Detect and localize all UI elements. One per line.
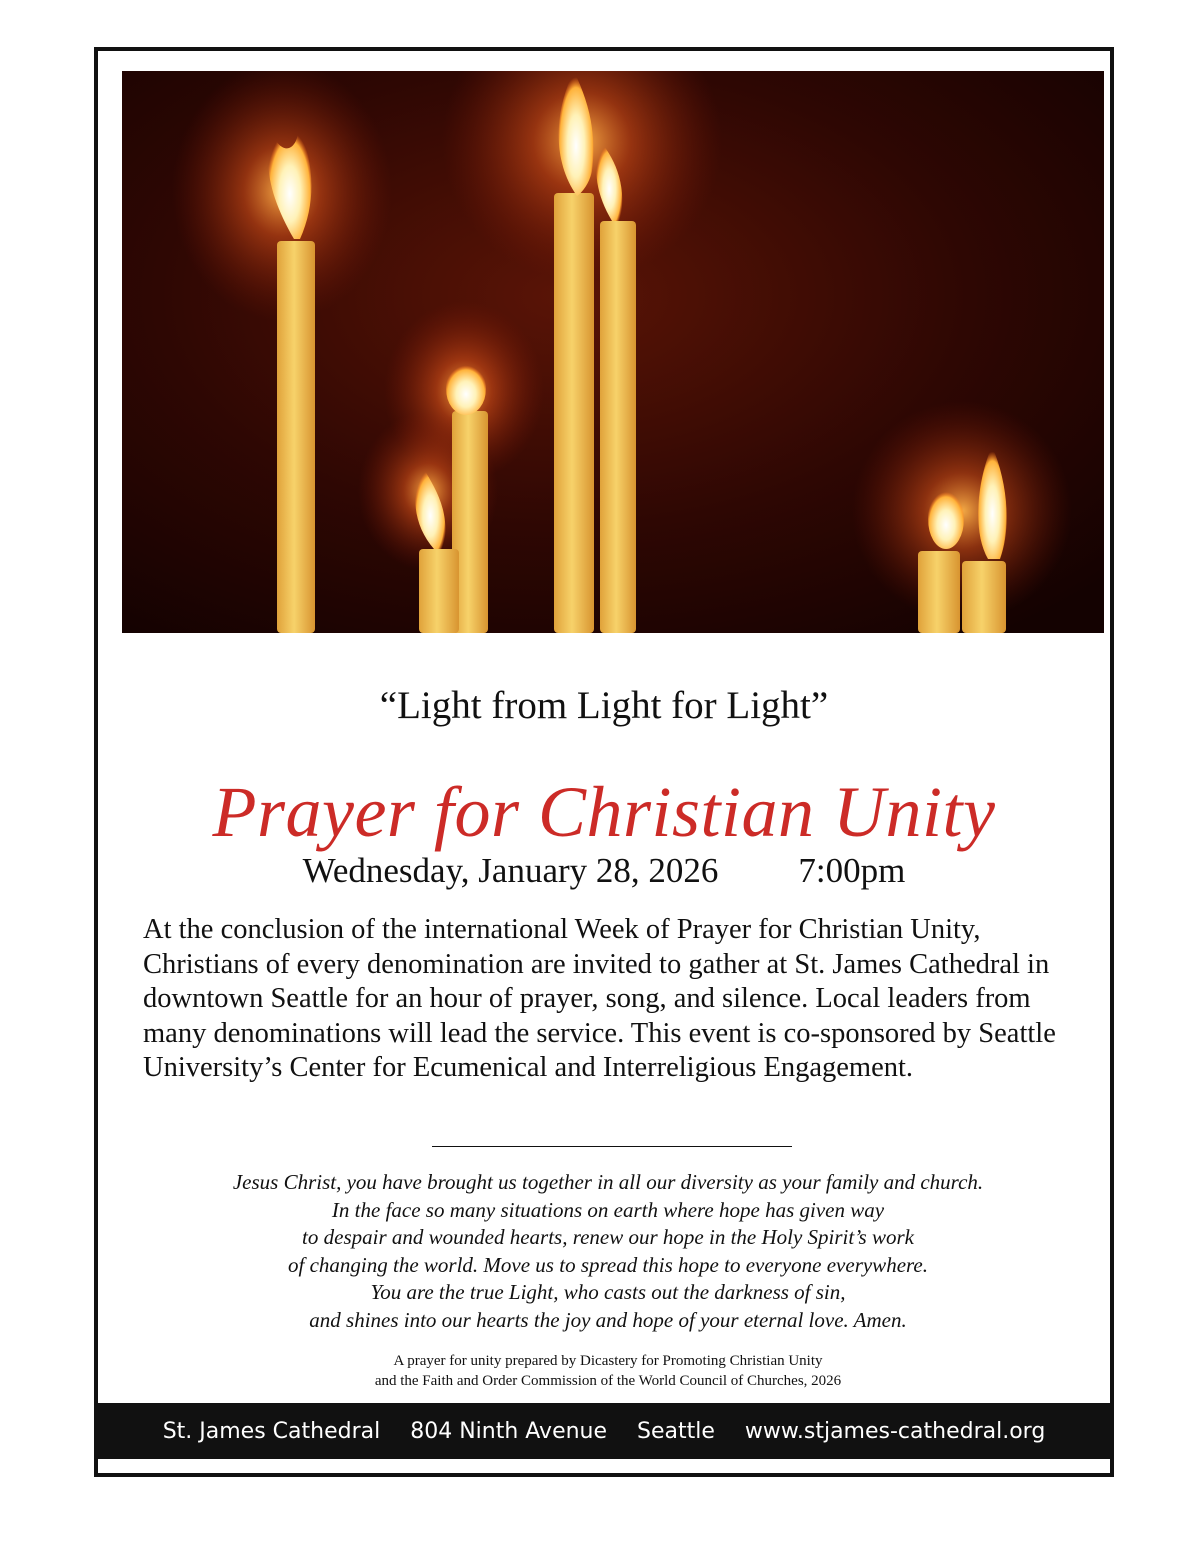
event-theme: “Light from Light for Light”	[379, 684, 829, 727]
prayer-line: In the face so many situations on earth where hope has given way	[331, 1197, 885, 1222]
footer-bar	[94, 1403, 1114, 1459]
prayer-line: You are the true Light, who casts out the darkness of sin,	[370, 1280, 846, 1304]
prayer-line: of changing the world. Move us to spread this hope to everyone everywhere.	[288, 1252, 928, 1277]
event-date: Wednesday, January 28, 2026	[302, 851, 719, 890]
footer-venue: St. James Cathedral	[162, 1418, 381, 1444]
prayer-line: to despair and wounded hearts, renew our hope in the Holy Spirit’s work	[302, 1225, 914, 1249]
prayer-line: Jesus Christ, you have brought us together in all our diversity as your family and church.	[232, 1170, 984, 1194]
event-title: Prayer for Christian Unity	[212, 772, 996, 852]
section-divider	[432, 1146, 792, 1147]
footer-website-link[interactable]: www.stjames-cathedral.org	[744, 1418, 1046, 1444]
flyer-frame	[94, 47, 1114, 1477]
attribution-line: A prayer for unity prepared by Dicastery for Promoting Christian Unity	[393, 1353, 823, 1369]
prayer-text	[118, 1169, 1098, 1334]
candles-illustration	[122, 71, 1104, 633]
footer-address: 804 Ninth Avenue	[410, 1418, 608, 1444]
event-time: 7:00pm	[798, 851, 906, 890]
footer-city: Seattle	[637, 1418, 715, 1444]
prayer-line: and shines into our hearts the joy and hope of your eternal love. Amen.	[309, 1307, 907, 1332]
prayer-attribution	[118, 1351, 1098, 1391]
event-date-time	[98, 851, 1110, 891]
event-description: At the conclusion of the international Week of Prayer for Christian Unity, Christians of every denomination are invited to gather at St. James Cathedral in downtown Seattle for an hour of prayer, song, and silence. Local leaders from many denominations will lead the service. This event is co-sponsored by Seattle University’s Center for Ecumenical and Interreligious Engagement.	[143, 914, 1056, 1083]
candles-photo	[122, 71, 1104, 633]
attribution-line: and the Faith and Order Commission of the World Council of Churches, 2026	[374, 1373, 842, 1389]
